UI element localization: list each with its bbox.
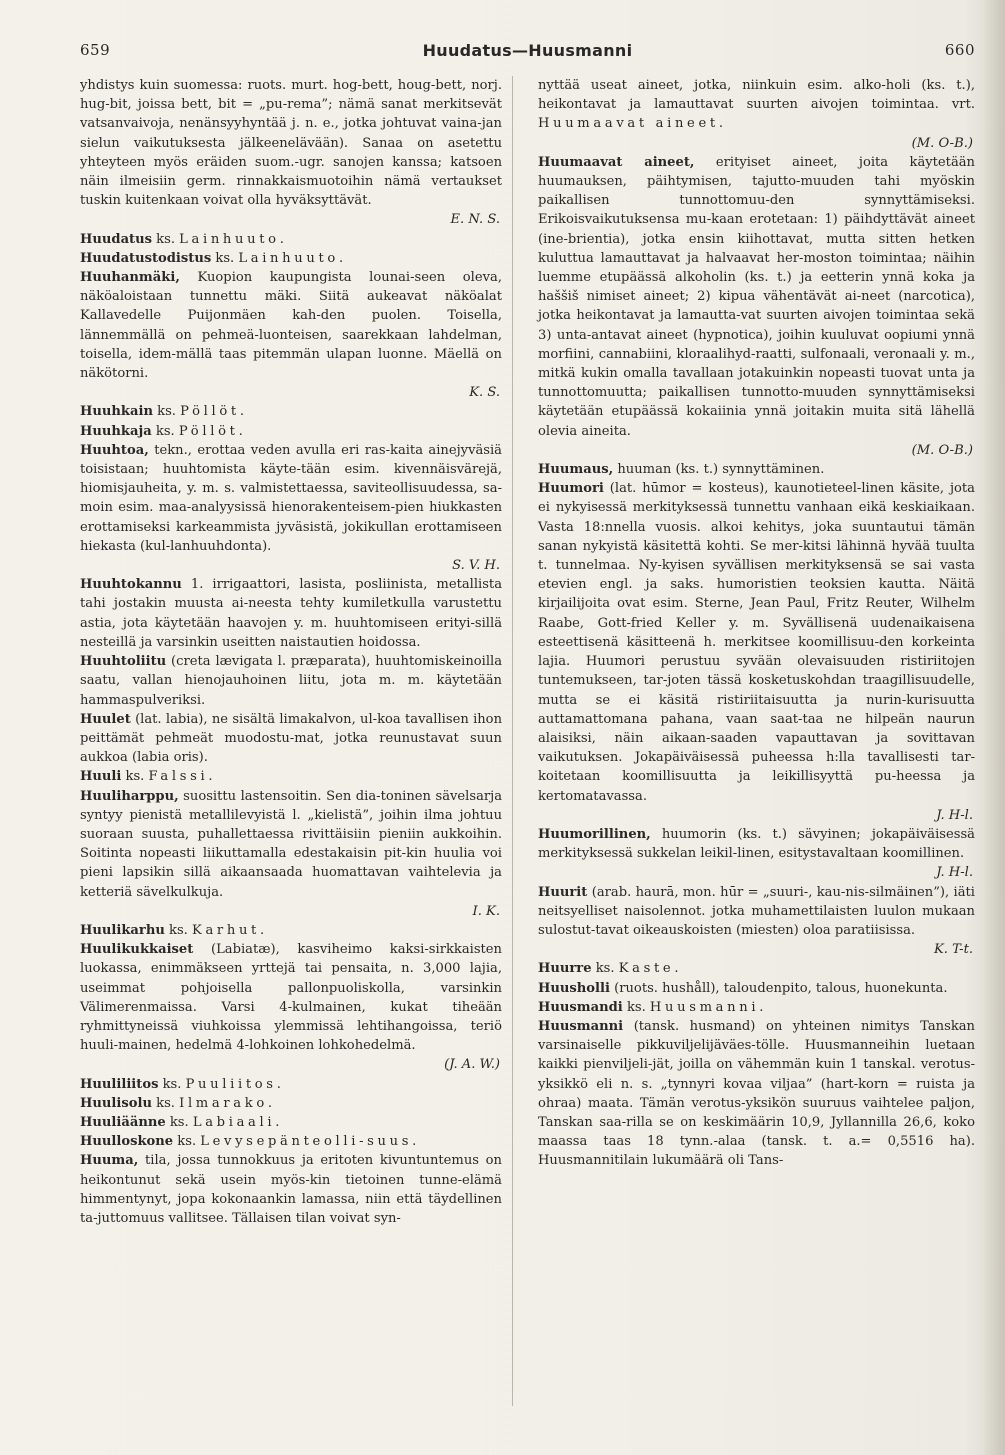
signature: S. V. H. — [452, 558, 500, 574]
entry-text: (lat. labia), ne sisältä limakalvon, ul-koa tavallisen ihon peittämät pehmeät muodostu-mat, jotka reunustavat suun aukkoa (labia oris). — [80, 711, 502, 766]
dictionary-entry — [538, 1017, 975, 1171]
entry-headword: Huuhanmäki, — [80, 270, 180, 286]
dictionary-entry — [80, 1075, 502, 1094]
entry-headword: Huumaus, — [538, 462, 614, 478]
dictionary-entry — [80, 1132, 502, 1151]
punctuation: . — [267, 1095, 273, 1111]
continued-text — [538, 76, 975, 134]
cross-reference: Kaste — [618, 961, 675, 977]
entry-headword: Huuhkain — [80, 404, 153, 420]
signature: I. K. — [472, 903, 500, 919]
entry-headword: Huuma, — [80, 1153, 139, 1169]
entry-headword: Huurit — [538, 884, 588, 900]
entry-text: (tansk. husmand) on yhteinen nimitys Tanskan varsinaiselle pikkuviljelijäväes-tölle. Huusmanneihin luetaan kaikki pienviljeli-jät, joilla on vähemmän kuin 1 tanskal. verotus-yksikkö eli n. s. „tynnyri kovaa viljaa” (hart-korn = ruista ja ohraa) maata. Tämän verotus-yksikön suuruus vaihtelee paljon, Tanskan saa-rilla se on keskimäärin 10,9, Jyllannilla 26,6, koko maassa taas 18 tynn.-alaa (tansk. t. a.= 0,5516 ha). Huusmannitilain lukumäärä oli Tans- — [538, 1018, 975, 1169]
entry-text: ks. — [158, 1076, 186, 1092]
entry-text: ks. — [622, 999, 650, 1015]
punctuation: . — [412, 1134, 417, 1150]
signature: (M. O-B.) — [911, 442, 973, 458]
page-number-left: 659 — [80, 41, 111, 59]
cross-reference: Pöllöt — [178, 423, 239, 439]
entry-text: 1. irrigaattori, lasista, posliinista, metallista tahi jostakin muusta ai-neesta tehty kumiletkulla varustettu astia, jota käytetään haavojen y. m. huuhtomiseen erityi-sillä nesteillä ja varsinkin useitten naistautien hoidossa. — [80, 577, 502, 650]
right-column — [538, 76, 975, 1171]
punctuation: . — [275, 1114, 280, 1130]
signature: J. H-l. — [936, 807, 973, 823]
entry-headword: Huudatustodistus — [80, 250, 212, 266]
entry-headword: Huuhtokannu — [80, 577, 182, 593]
dictionary-entry — [80, 652, 502, 710]
entry-text: tila, jossa tunnokkuus ja eritoten kivuntuntemus on heikontunut sekä usein myös-kin tietoinen tunne-elämä himmentynyt, jopa kokonaankin lamassa, niin että täydellinen ta-juttomuus vallitsee. Tällaisen tilan voivat syn- — [80, 1153, 502, 1226]
entry-text: nyttää useat aineet, jotka, niinkuin esim. alko-holi (ks. t.), heikontavat ja lamauttavat suurten aivojen toimintaa. vrt. — [538, 78, 975, 113]
entry-text: (Labiatæ), kasviheimo kaksi-sirkkaisten luokassa, enimmäkseen yrttejä tai pensaita, n. 3,000 lajia, useimmat pohjoisella pallonpuoliskolla, varsinkin Välimerenmaissa. Varsi 4-kulmainen, kukat tiheään ryhmittyneissä viuhkoissa ylemmissä lehtihangoissa, teriö huuli-mainen, hedelmä 4-lohkoinen lohkohedelmä. — [80, 942, 502, 1054]
entry-text: ks. — [121, 769, 149, 785]
dictionary-entry — [80, 1094, 502, 1113]
running-title: Huudatus—Huusmanni — [422, 41, 633, 60]
entry-text: huumorin (ks. t.) sävyinen; jokapäiväisessä merkityksessä sukkelan leikil-linen, esitystavaltaan koomillinen. — [538, 826, 975, 862]
cross-reference: Puuliitos — [185, 1076, 277, 1092]
entry-text: (arab. haurā, mon. hūr = „suuri-, kau-nis-silmäinen”), iäti neitsyelliset naisolennot. jotka muhamettilaisten luulon mukaan sulostut-tavat oikeauskoisten (miesten) oloa paratiisissa. — [538, 884, 975, 938]
dictionary-entry — [538, 460, 975, 479]
punctuation: . — [674, 961, 679, 977]
continued-text — [80, 76, 502, 210]
dictionary-entry — [80, 575, 502, 652]
punctuation: . — [208, 769, 213, 785]
punctuation: . — [238, 423, 243, 439]
signature: (J. A. W.) — [444, 1057, 500, 1073]
entry-headword: Huurre — [538, 961, 592, 977]
signature: E. N. S. — [450, 212, 500, 228]
punctuation: . — [759, 999, 764, 1015]
entry-headword: Huuliharppu, — [80, 788, 179, 804]
entry-text: Kuopion kaupungista lounai-seen oleva, näköaloistaan tunnettu mäki. Siitä aukeavat näköalat Kallavedelle Puijonmäen kah-den puolen. Toisella, lännemmällä on pehmeä-luonteisen, saarekkaan lahdelman, toisella, idem-mällä taas pitemmän ulapan luonne. Mäellä on näkötorni. — [80, 270, 502, 382]
entry-text: ks. — [211, 250, 239, 266]
entry-headword: Huuhtoliitu — [80, 654, 167, 670]
dictionary-entry — [538, 979, 975, 998]
entry-headword: Huusmandi — [538, 999, 623, 1015]
entry-headword: Huuhkaja — [80, 423, 152, 439]
cross-reference: Huumaavat aineet — [538, 116, 719, 132]
entry-headword: Huumaavat aineet, — [538, 154, 695, 170]
entry-text: ks. — [151, 423, 179, 439]
dictionary-entry — [80, 921, 502, 940]
entry-text: ks. — [152, 231, 180, 247]
signature: K. S. — [469, 385, 500, 401]
entry-text: tekn., erottaa veden avulla eri ras-kaita ainejyväsiä toisistaan; huuhtomista käyte-tään esim. kivennäisvärejä, hiomisjauheita, y. m. s. valmistettaessa, saviteollisuudessa, sa-moin esim. maa-analyysissä hienorakenteisem-pien hiukkasten erottamiseksi karkeammista jyväsistä, jokikullan erottamiseen hiekasta (kul-lanhuuhdonta). — [80, 442, 502, 554]
dictionary-entry — [80, 422, 502, 441]
punctuation: . — [259, 922, 265, 938]
punctuation: . — [718, 116, 723, 132]
dictionary-entry — [80, 441, 502, 556]
entry-headword: Huumorillinen, — [538, 826, 651, 842]
punctuation: . — [338, 250, 344, 266]
dictionary-entry — [80, 249, 502, 268]
entry-headword: Huuhtoa, — [80, 442, 149, 458]
cross-reference: Pöllöt — [180, 404, 240, 420]
punctuation: . — [239, 404, 244, 420]
entry-text: yhdistys kuin suomessa: ruots. murt. hog-bett, houg-bett, norj. hug-bit, joissa bett, bit = „pu-rema”; nämä sanat merkitsevät vatsanvaivoja, nenänsyyhyntää j. n. e., jotka johtuvat vaina-jan sielun vaikutuksesta jälkeenelävään). Sanaa on asetettu yhteyteen myös eräiden suom.-ugr. sanojen kanssa; katsoen näin ilmeisiin germ. rinnakkaismuotoihin nämä vertaukset tuskin kuitenkaan voivat olla hyväksyttävät. — [80, 78, 502, 209]
dictionary-entry — [538, 825, 975, 863]
dictionary-entry — [80, 1113, 502, 1132]
entry-headword: Huuliäänne — [80, 1114, 166, 1130]
cross-reference: Karhut — [192, 922, 260, 938]
cross-reference: Levysepänteolli-suus — [200, 1134, 413, 1150]
entry-headword: Huusmanni — [538, 1018, 624, 1034]
dictionary-entry — [538, 153, 975, 441]
entry-text: (creta lævigata l. præparata), huuhtomiskeinoilla saatu, vallan hienojauhoinen liitu, jota m. m. käytetään hammaspulveriksi. — [80, 654, 502, 708]
entry-text: ks. — [165, 1114, 193, 1130]
cross-reference: Huusmanni — [649, 999, 760, 1015]
entry-text: (lat. hūmor = kosteus), kaunotieteel-linen käsite, jota ei nykyisessä merkityksessä tunnettu vanhaan eikä keskiaikaan. Vasta 18:nnella vuosis. alkoi kehitys, joka suuntautui tämän sanan nykyistä käsitettä kohti. Se mer-kitsi lähinnä hyvää tuulta t. tunnelmaa. Ny-kyisen syvällisen merkityksensä se sai vasta etevien engl. ja saks. humoristien teoksien kautta. Näitä kirjailijoita ovat esim. Sterne, Jean Paul, Fritz Reuter, Wilhelm Raabe, Gott-fried Keller y. m. Syvällisenä uudenaikaisena esteettisenä käsitteenä h. merkitsee koomillisuu-den korkeinta lajia. Huumori perustuu syvään olevaisuuden ristiriitojen tuntemukseen, tar-joten tässä kosketuskohdan traagillisuudelle, mutta se ei käsitä ristiriitaisuutta ja nurin-kurisuutta auttamattomana pahana, vaan saat-taa ne hilpeän naurun alaisiksi, näin aikaan-saaden vapauttavan ja sovittavan vaikutuksen. Jokapäiväisessä puheessa h:lla tavallisesti tar-koitetaan koomillisuutta ja leikillisyyttä pu-heessa ja kertomatavassa. — [538, 481, 975, 804]
entry-text: ks. — [591, 961, 619, 977]
entry-text: ks. — [151, 1095, 180, 1111]
signature: K. T-t. — [934, 942, 973, 958]
cross-reference: Ilmarako — [179, 1095, 268, 1111]
dictionary-entry — [80, 767, 502, 786]
left-column — [80, 76, 502, 1228]
entry-headword: Huulikukkaiset — [80, 942, 194, 958]
entry-text: ks. — [164, 922, 192, 938]
signature: (M. O-B.) — [911, 135, 973, 151]
dictionary-entry — [538, 883, 975, 941]
page-header — [80, 41, 975, 65]
dictionary-entry — [538, 959, 975, 978]
entry-headword: Huuliliitos — [80, 1076, 159, 1092]
column-divider — [512, 76, 513, 1406]
entry-text: ks. — [173, 1134, 201, 1150]
entry-headword: Huulisolu — [80, 1095, 152, 1111]
dictionary-entry — [80, 940, 502, 1055]
dictionary-entry — [80, 1151, 502, 1228]
entry-headword: Huulet — [80, 711, 131, 727]
entry-text: huuman (ks. t.) synnyttäminen. — [613, 462, 825, 478]
entry-headword: Huudatus — [80, 231, 152, 247]
entry-headword: Huumori — [538, 481, 604, 497]
cross-reference: Lainhuuto — [179, 231, 280, 247]
dictionary-entry — [538, 998, 975, 1017]
dictionary-entry — [80, 268, 502, 383]
entry-headword: Huulikarhu — [80, 922, 165, 938]
entry-headword: Huusholli — [538, 980, 610, 996]
page-edge-shadow — [983, 0, 1005, 1455]
entry-headword: Huuli — [80, 769, 122, 785]
entry-headword: Huulloskone — [80, 1134, 174, 1150]
entry-text: erityiset aineet, joita käytetään huumauksen, päihtymisen, tajutto-muuden tahi myöskin paikallisen tunnottomuu-den synnyttämiseksi. Erikoisvaikutuksensa mu-kaan erotetaan: 1) päihdyttävät aineet (ine-brientia), jotka ensin kiihottavat, mutta sitten hetken kuluttua lamauttavat ja halvaavat her-moston toimintaa; näihin luemme etupäässä alkoholin (ks. t.) ja eetterin ynnä koka ja haššiš nimiset aineet; 2) kipua vähentävät ai-neet (narcotica), jotka heikontavat ja lamautta-vat suurten aivojen toimintaa sekä 3) unta-antavat aineet (hypnotica), joihin kuuluvat oopiumi ynnä morfiini, cannabiini, kloraalihyd-raatti, sulfonaali, veronaali y. m., mitkä kukin omalla tavallaan jotakuinkin nopeasti tuovat unta ja tunnottomuutta; paikallisen tunnotto-muuden synnyttämiseksi käytetään etupäässä kokaiinia ynnä joitakin muita sitä lähellä olevia aineita. — [538, 154, 975, 439]
signature: J. H-l. — [936, 865, 973, 881]
dictionary-entry — [80, 787, 502, 902]
cross-reference: Labiaali — [192, 1114, 276, 1130]
dictionary-entry — [538, 479, 975, 805]
entry-text: suosittu lastensoitin. Sen dia-toninen sävelsarja syntyy pienistä metallilevyistä l. „kielistä”, joihin ilma johtuu suoraan suusta, puhallettaessa rivittäisiin pieniin aukkoihin. Soitinta nopeasti liikuttamalla edestakaisin pit-kin huulia voi pieni lapsikin sillä aikaansaada huomattavan vaihtelevia ja ketteriä sävelkulkuja. — [80, 788, 502, 900]
cross-reference: Lainhuuto — [238, 250, 339, 266]
punctuation: . — [276, 1076, 281, 1092]
dictionary-entry — [80, 230, 502, 249]
punctuation: . — [279, 231, 284, 247]
entry-text: (ruots. hushåll), taloudenpito, talous, huonekunta. — [609, 980, 948, 996]
entry-text: ks. — [152, 404, 181, 420]
dictionary-entry — [80, 710, 502, 768]
dictionary-entry — [80, 402, 502, 421]
page-number-right: 660 — [944, 41, 975, 59]
cross-reference: Falssi — [148, 769, 209, 785]
